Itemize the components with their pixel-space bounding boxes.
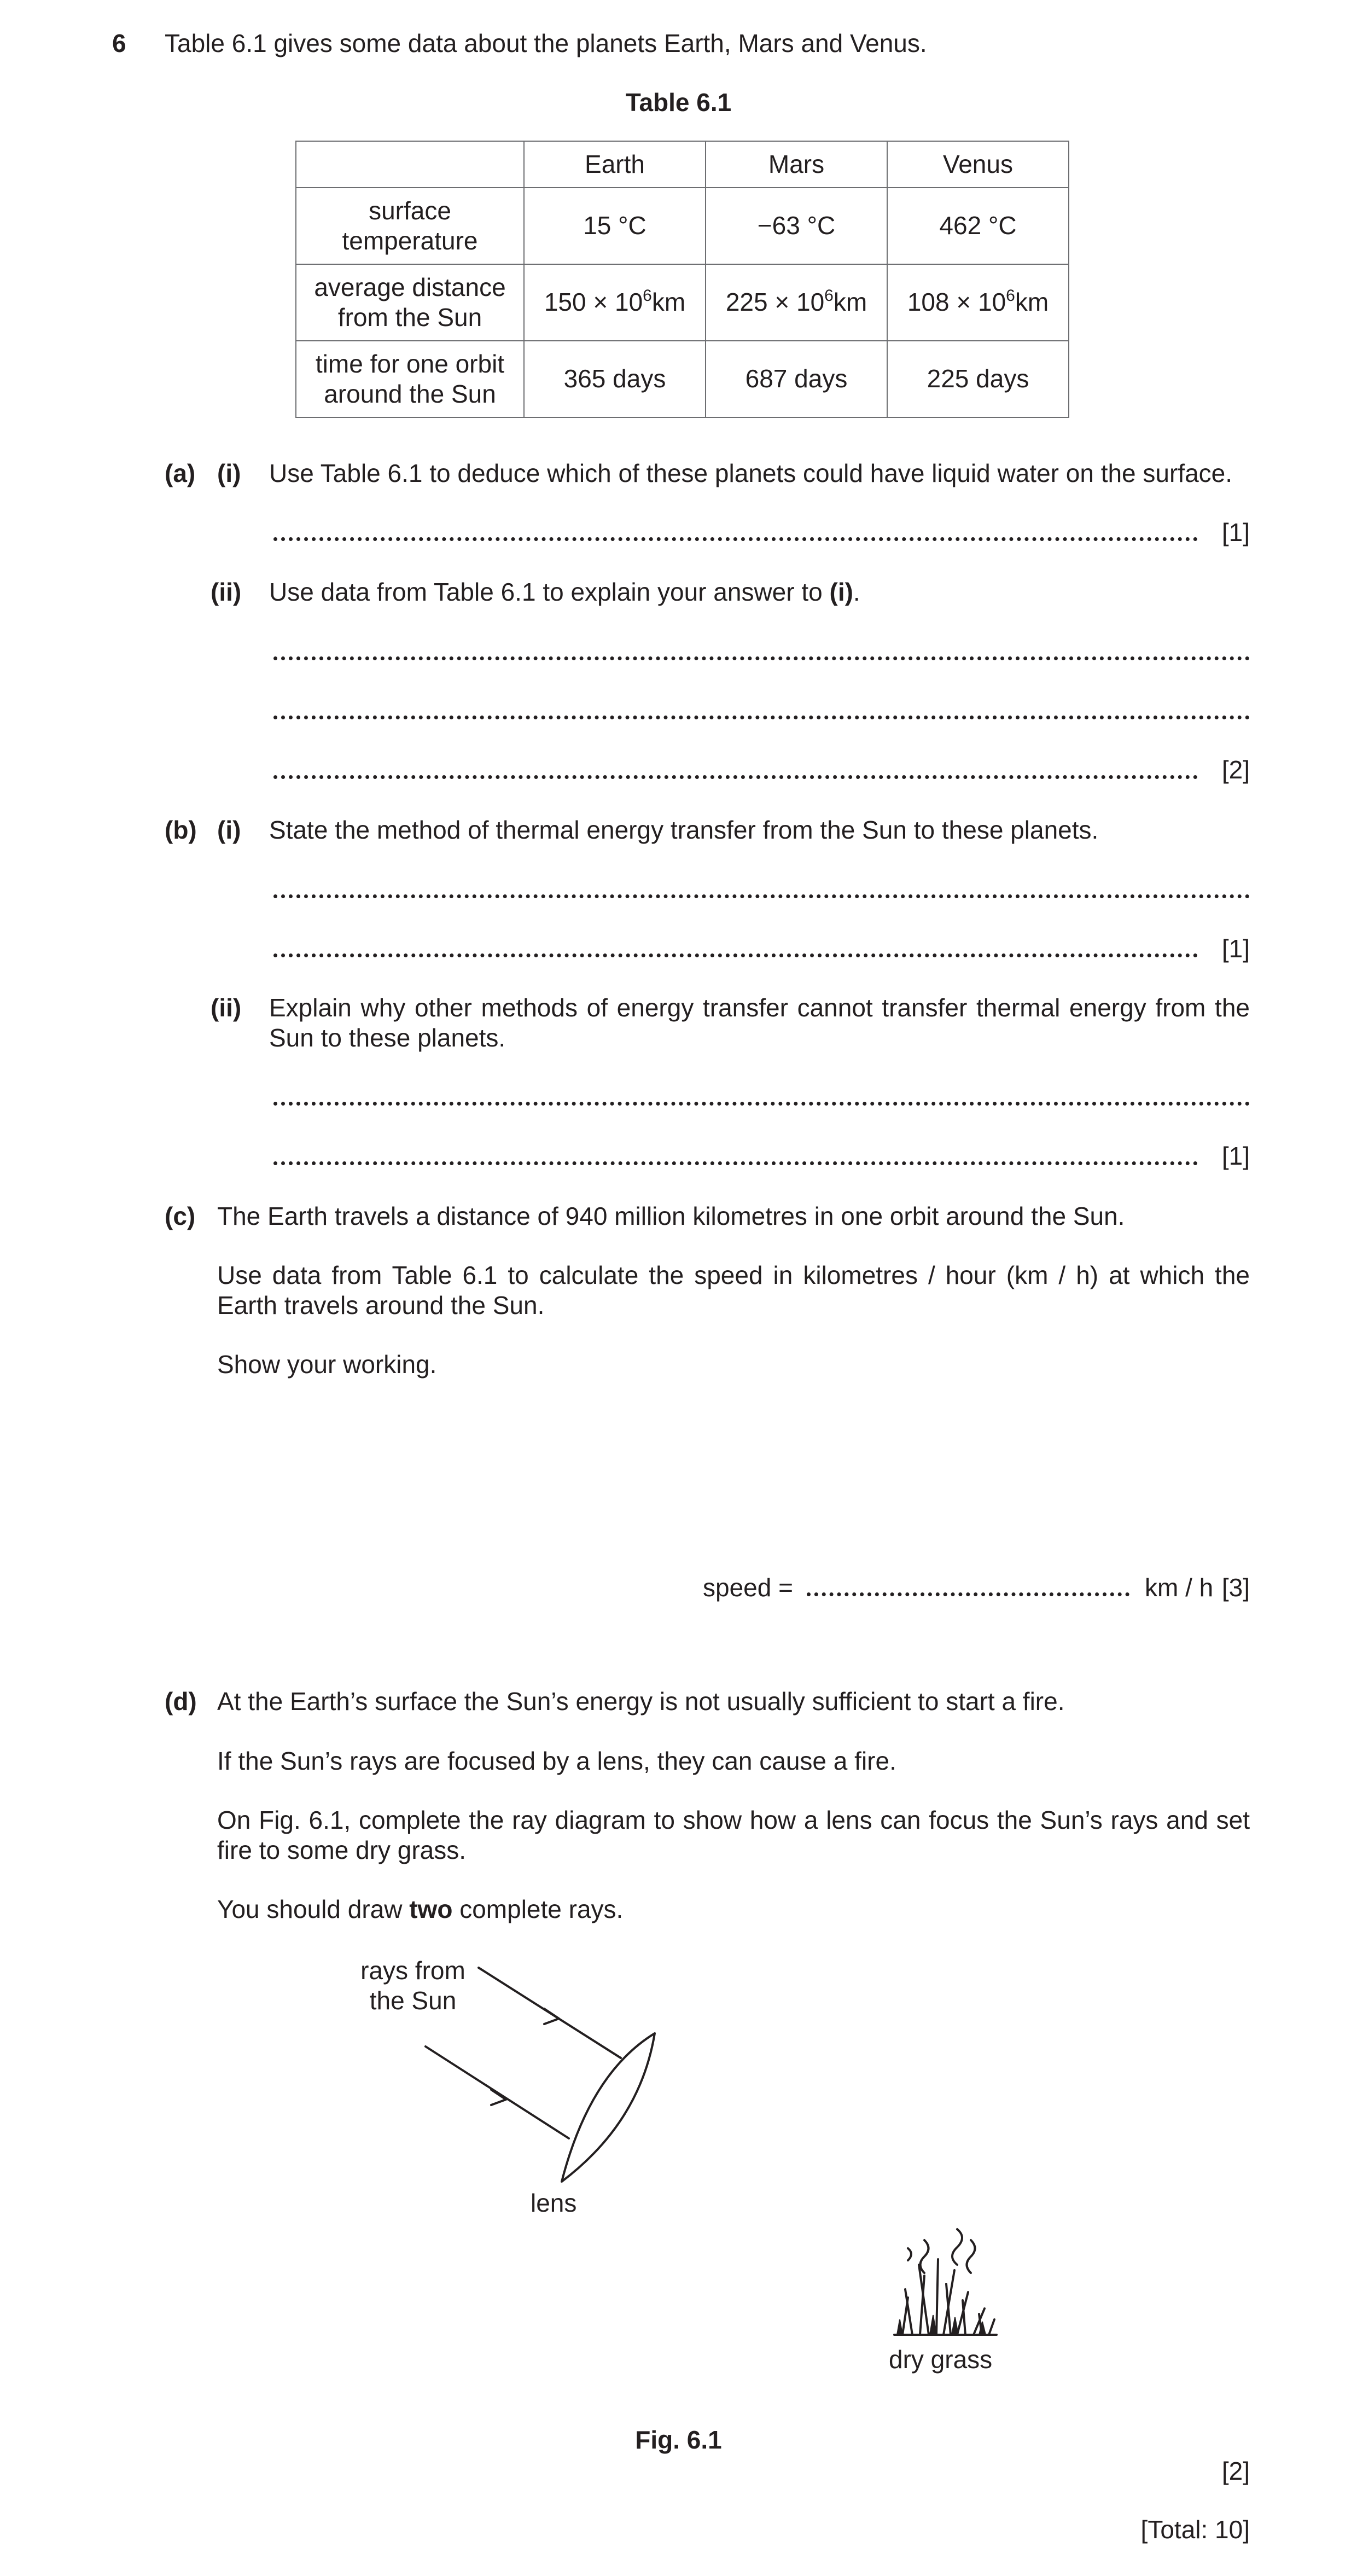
cell-venus-temperature: 462 °C (887, 188, 1069, 264)
part-d-p4: You should draw two complete rays. (217, 1895, 624, 1923)
ray-2-arrowhead (491, 2090, 506, 2105)
speed-answer-unit: km / h (1145, 1573, 1214, 1602)
mark-a-ii: [2] (1221, 755, 1250, 784)
part-c-p1: The Earth travels a distance of 940 million kilometres in one orbit around the Sun. (217, 1202, 1125, 1230)
answer-line-a-i[interactable] (273, 537, 1198, 541)
answer-line-a-ii-3[interactable] (273, 775, 1198, 779)
table-caption: Table 6.1 (625, 88, 732, 117)
row-label-orbit-time: time for one orbit around the Sun (296, 341, 524, 417)
cell-earth-temperature: 15 °C (524, 188, 706, 264)
part-a-i-text: Use Table 6.1 to deduce which of these planets could have liquid water on the surface. (269, 459, 1233, 487)
cell-earth-orbit-time: 365 days (524, 341, 706, 417)
part-c-label: (c) (165, 1202, 196, 1230)
cell-venus-orbit-time: 225 days (887, 341, 1069, 417)
mark-d: [2] (1221, 2457, 1250, 2485)
dry-grass-illustration (894, 2229, 997, 2335)
cell-earth-distance: $150 \times 10^6km$ (524, 264, 706, 341)
answer-line-a-ii-1[interactable] (273, 656, 1250, 660)
lens-label: lens (531, 2189, 577, 2217)
part-d-label: (d) (165, 1687, 197, 1716)
rays-from-sun-label: rays from the Sun (360, 1956, 465, 2015)
ray-diagram[interactable] (0, 1947, 1357, 2396)
part-b-label: (b) (165, 816, 197, 844)
question-number: 6 (112, 29, 126, 57)
part-b-i-label: (i) (217, 816, 241, 844)
part-d-p2: If the Sun’s rays are focused by a lens, they can cause a fire. (217, 1747, 896, 1775)
planet-data-table (295, 141, 1069, 418)
lens-shape (562, 2033, 655, 2182)
speed-answer-line[interactable] (807, 1592, 1129, 1596)
row-label-distance: average distance from the Sun (296, 264, 524, 341)
total-marks: [Total: 10] (1140, 2515, 1250, 2544)
part-a-i-label: (i) (217, 459, 241, 487)
part-d-p3: On Fig. 6.1, complete the ray diagram to show how a lens can focus the Sun’s rays and set fire to some dry grass. (217, 1806, 1250, 1865)
speed-answer-label: speed = (703, 1573, 793, 1602)
figure-caption: Fig. 6.1 (635, 2426, 722, 2454)
part-b-i-text: State the method of thermal energy transfer from the Sun to these planets. (269, 816, 1099, 844)
cell-venus-distance: $108 \times 10^6km$ (887, 264, 1069, 341)
part-b-ii-text: Explain why other methods of energy transfer cannot transfer thermal energy from the Sun to these planets. (269, 993, 1250, 1053)
mark-b-i: [1] (1221, 934, 1250, 963)
part-a-ii-text: Use data from Table 6.1 to explain your answer to (i). (269, 578, 860, 606)
mark-a-i: [1] (1221, 518, 1250, 546)
answer-line-b-i-1[interactable] (273, 894, 1250, 898)
mark-b-ii: [1] (1221, 1142, 1250, 1170)
cell-mars-temperature: −63 °C (706, 188, 887, 264)
table-header-empty (296, 141, 524, 188)
mark-c: [3] (1221, 1573, 1250, 1602)
row-label-temperature: surface temperature (296, 188, 524, 264)
cell-mars-orbit-time: 687 days (706, 341, 887, 417)
answer-line-b-ii-2[interactable] (273, 1161, 1198, 1165)
answer-line-b-ii-1[interactable] (273, 1102, 1250, 1106)
cell-mars-distance: $225 \times 10^6km$ (706, 264, 887, 341)
table-header-mars: Mars (706, 141, 887, 188)
part-a-label: (a) (165, 459, 196, 487)
table-header-earth: Earth (524, 141, 706, 188)
ray-1-arrowhead (544, 2009, 559, 2024)
part-c-p2: Use data from Table 6.1 to calculate the speed in kilometres / hour (km / h) at which the Earth travels around the Sun. (217, 1261, 1250, 1320)
part-c-p3: Show your working. (217, 1350, 437, 1379)
part-b-ii-label: (ii) (211, 993, 242, 1022)
question-intro: Table 6.1 gives some data about the planets Earth, Mars and Venus. (165, 29, 927, 57)
part-d-p1: At the Earth’s surface the Sun’s energy is not usually sufficient to start a fire. (217, 1687, 1065, 1716)
part-a-ii-label: (ii) (211, 578, 242, 606)
dry-grass-label: dry grass (889, 2345, 993, 2374)
answer-line-b-i-2[interactable] (273, 953, 1198, 957)
table-header-venus: Venus (887, 141, 1069, 188)
answer-line-a-ii-2[interactable] (273, 716, 1250, 719)
